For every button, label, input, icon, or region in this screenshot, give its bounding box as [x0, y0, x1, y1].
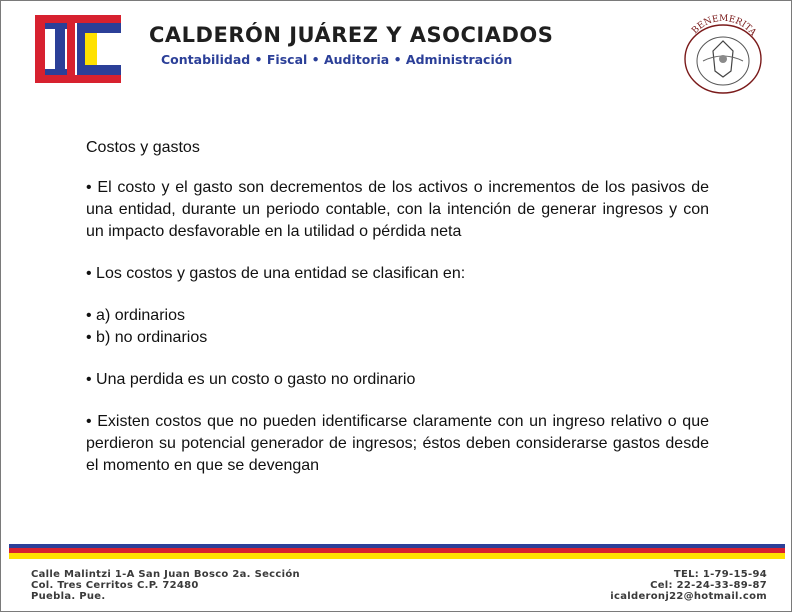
list-item: • b) no ordinarios	[86, 329, 208, 346]
paragraph-classification: • Los costos y gastos de una entidad se clasifican en:	[86, 265, 466, 282]
address-line: Calle Malintzi 1-A San Juan Bosco 2a. Sección	[31, 569, 300, 580]
address-line: Col. Tres Cerritos C.P. 72480	[31, 580, 199, 591]
university-seal-icon	[673, 11, 773, 97]
firm-logo	[35, 15, 123, 83]
phone-line: TEL: 1-79-15-94	[673, 569, 767, 580]
section-heading: Costos y gastos	[86, 139, 200, 156]
footer-stripes	[9, 544, 785, 562]
address-line: Puebla. Pue.	[31, 591, 106, 602]
cell-line: Cel: 22-24-33-89-87	[650, 580, 767, 591]
list-item: • a) ordinarios	[86, 307, 185, 324]
main-content	[86, 137, 709, 497]
paragraph-definition: • El costo y el gasto son decrementos de los activos o incrementos de los pasivos de una entidad, durante un periodo contable, con la intención de generar ingresos y con un impacto desfavorable en la utilidad o pérdida neta	[86, 179, 709, 240]
email-line[interactable]: icalderonj22@hotmail.com	[610, 591, 767, 602]
seal-text: BENEMERITA	[690, 13, 758, 38]
footer-contact	[610, 569, 767, 602]
brand-name: CALDERÓN JUÁREZ Y ASOCIADOS	[149, 23, 554, 47]
paragraph-unidentifiable-costs: • Existen costos que no pueden identificarse claramente con un ingreso relativo o que perdieron su potencial generador de ingresos; éstos deben considerarse gastos desde el momento en que se devengan	[86, 413, 709, 474]
paragraph-loss: • Una perdida es un costo o gasto no ordinario	[86, 371, 416, 388]
brand-tagline: Contabilidad • Fiscal • Auditoria • Administración	[161, 52, 513, 67]
footer-address	[31, 569, 300, 602]
classification-list	[86, 305, 709, 349]
